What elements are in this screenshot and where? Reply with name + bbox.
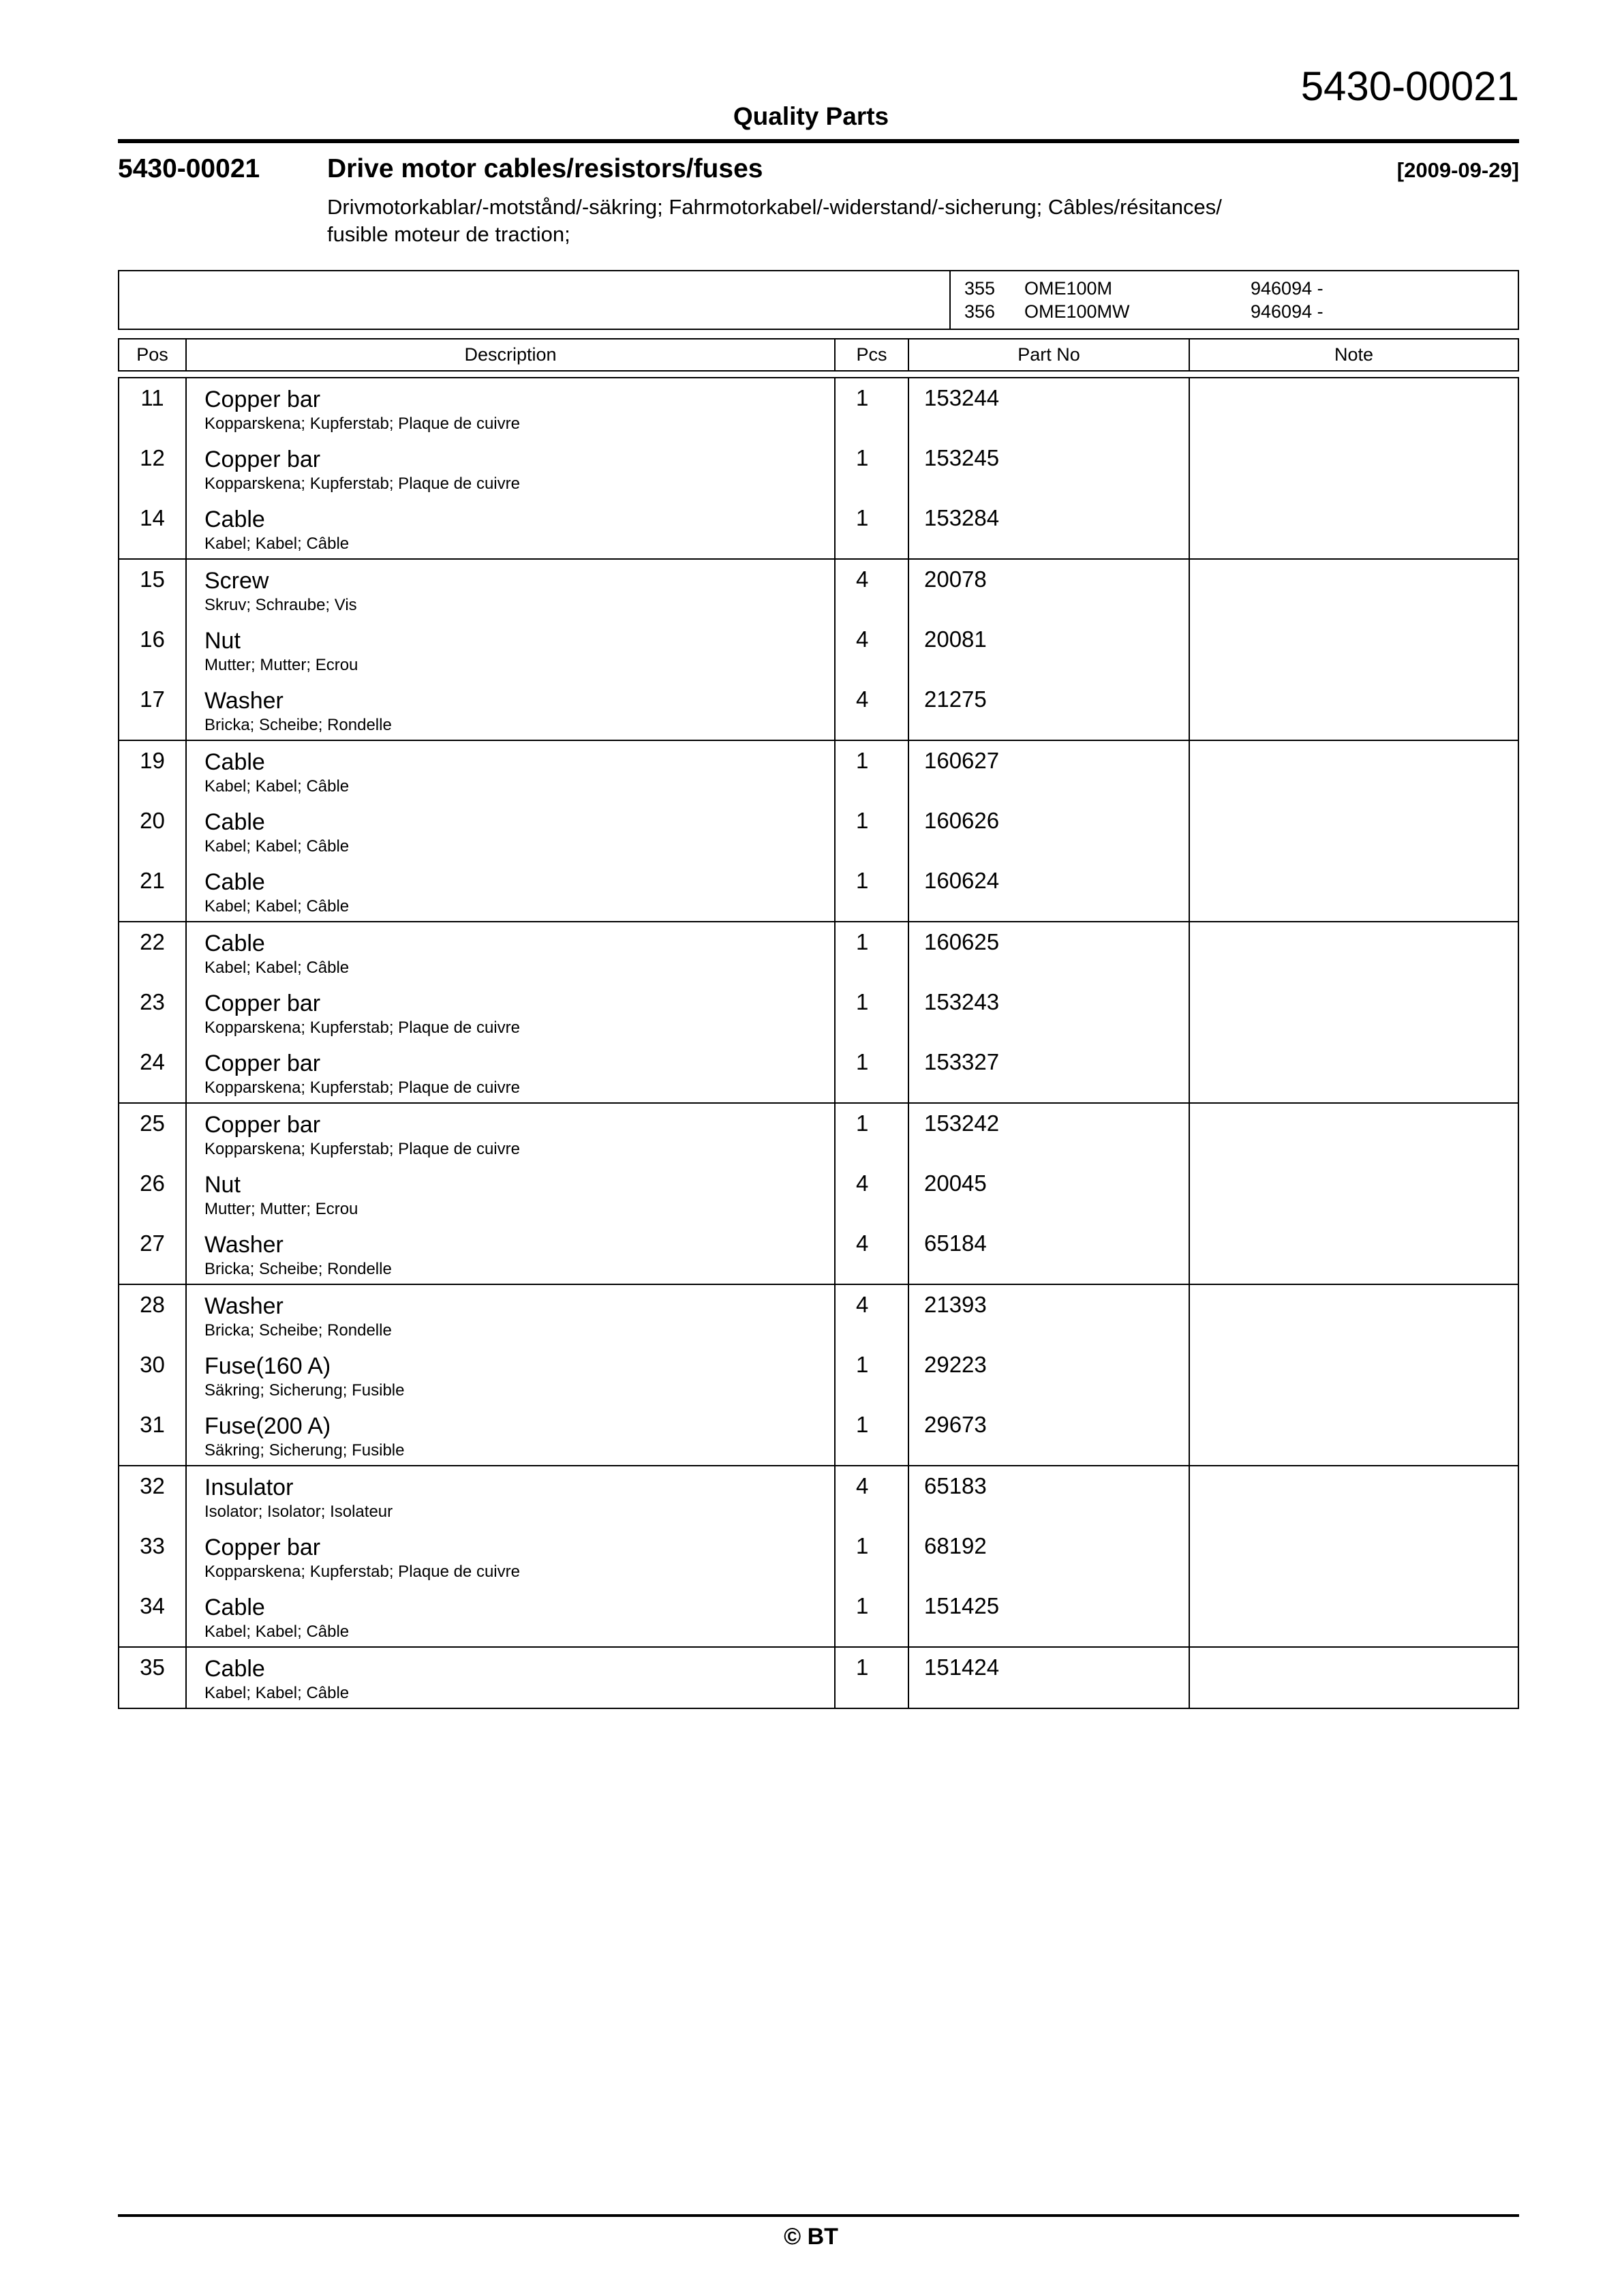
note-cell bbox=[1189, 1648, 1518, 1708]
pos-cell: 32 bbox=[140, 1473, 165, 1498]
description-sub: Skruv; Schraube; Vis bbox=[204, 596, 357, 614]
note-cell bbox=[1189, 1224, 1518, 1284]
model-box-info bbox=[951, 271, 1518, 329]
description-sub: Säkring; Sicherung; Fusible bbox=[204, 1381, 405, 1400]
description-cell bbox=[185, 1285, 834, 1345]
parts-table bbox=[118, 270, 1519, 1709]
description-cell bbox=[185, 1466, 834, 1526]
description-main: Washer bbox=[204, 688, 284, 714]
note-cell bbox=[1189, 1164, 1518, 1224]
part-no-cell: 153243 bbox=[908, 982, 1189, 1042]
subtitle bbox=[327, 194, 1519, 248]
description-main: Washer bbox=[204, 1293, 284, 1319]
pcs-cell: 4 bbox=[834, 1164, 908, 1224]
note-cell bbox=[1189, 982, 1518, 1042]
description-cell bbox=[185, 1526, 834, 1586]
pcs-cell: 4 bbox=[834, 680, 908, 740]
description-sub: Kopparskena; Kupferstab; Plaque de cuivre bbox=[204, 414, 520, 433]
subtitle-line-1: Drivmotorkablar/-motstånd/-säkring; Fahrmotorkabel/-widerstand/-sicherung; Câbles/résitances/ bbox=[327, 195, 1222, 219]
pcs-cell: 1 bbox=[834, 1586, 908, 1646]
description-cell bbox=[185, 1405, 834, 1465]
row-group bbox=[119, 1466, 1518, 1648]
table-row bbox=[119, 1224, 1518, 1284]
description-main: Cable bbox=[204, 1595, 265, 1620]
pos-cell: 20 bbox=[140, 808, 165, 833]
pos-cell: 27 bbox=[140, 1230, 165, 1256]
description-cell bbox=[185, 982, 834, 1042]
description-main: Copper bar bbox=[204, 447, 321, 472]
pcs-cell: 1 bbox=[834, 1104, 908, 1164]
pos-cell: 25 bbox=[140, 1111, 165, 1136]
description-main: Washer bbox=[204, 1232, 284, 1258]
description-cell bbox=[185, 922, 834, 982]
pcs-cell: 1 bbox=[834, 922, 908, 982]
description-cell bbox=[185, 1104, 834, 1164]
description-main: Nut bbox=[204, 628, 241, 654]
pcs-cell: 1 bbox=[834, 1526, 908, 1586]
brand-title: Quality Parts bbox=[733, 102, 889, 130]
description-cell bbox=[185, 861, 834, 921]
note-cell bbox=[1189, 1526, 1518, 1586]
header-note: Note bbox=[1189, 339, 1518, 370]
description-cell bbox=[185, 378, 834, 438]
table-row bbox=[119, 1345, 1518, 1405]
part-no-cell: 151424 bbox=[908, 1648, 1189, 1708]
note-cell bbox=[1189, 1586, 1518, 1646]
description-cell bbox=[185, 1648, 834, 1708]
table-row bbox=[119, 1405, 1518, 1465]
description-cell bbox=[185, 801, 834, 861]
note-cell bbox=[1189, 1285, 1518, 1345]
part-no-cell: 160625 bbox=[908, 922, 1189, 982]
pcs-cell: 1 bbox=[834, 741, 908, 801]
table-row bbox=[119, 1104, 1518, 1164]
part-no-cell: 20078 bbox=[908, 560, 1189, 620]
model-pos: 356 bbox=[964, 301, 996, 322]
description-main: Cable bbox=[204, 869, 265, 895]
pcs-cell: 4 bbox=[834, 1224, 908, 1284]
description-main: Copper bar bbox=[204, 1051, 321, 1076]
pcs-cell: 4 bbox=[834, 560, 908, 620]
description-cell bbox=[185, 1224, 834, 1284]
model-box-spacer bbox=[119, 271, 951, 329]
table-row bbox=[119, 861, 1518, 921]
description-main: Cable bbox=[204, 1656, 265, 1682]
part-no-cell: 160627 bbox=[908, 741, 1189, 801]
description-cell bbox=[185, 498, 834, 558]
pos-cell: 11 bbox=[140, 385, 164, 410]
part-no-cell: 153245 bbox=[908, 438, 1189, 498]
model-line bbox=[951, 300, 1518, 323]
pos-cell: 30 bbox=[140, 1352, 165, 1377]
title-doc-number: 5430-00021 bbox=[118, 154, 260, 183]
row-group bbox=[119, 922, 1518, 1104]
table-row bbox=[119, 560, 1518, 620]
header-pcs: Pcs bbox=[834, 339, 908, 370]
footer-rule bbox=[118, 2214, 1519, 2217]
model-box bbox=[118, 270, 1519, 330]
description-sub: Isolator; Isolator; Isolateur bbox=[204, 1502, 393, 1521]
description-sub: Mutter; Mutter; Ecrou bbox=[204, 656, 358, 674]
description-main: Copper bar bbox=[204, 1112, 321, 1138]
pcs-cell: 1 bbox=[834, 498, 908, 558]
row-group bbox=[119, 1104, 1518, 1285]
table-row bbox=[119, 1648, 1518, 1708]
note-cell bbox=[1189, 1345, 1518, 1405]
description-main: Fuse(200 A) bbox=[204, 1413, 331, 1439]
part-no-cell: 20081 bbox=[908, 620, 1189, 680]
pos-cell: 23 bbox=[140, 989, 165, 1014]
pcs-cell: 1 bbox=[834, 982, 908, 1042]
description-sub: Bricka; Scheibe; Rondelle bbox=[204, 1321, 392, 1340]
description-main: Cable bbox=[204, 749, 265, 775]
model-serial: 946094 - bbox=[1251, 278, 1323, 299]
table-row bbox=[119, 1466, 1518, 1526]
subtitle-line-2: fusible moteur de traction; bbox=[327, 222, 570, 246]
revision-date: [2009-09-29] bbox=[1396, 158, 1519, 182]
part-no-cell: 65184 bbox=[908, 1224, 1189, 1284]
part-no-cell: 21393 bbox=[908, 1285, 1189, 1345]
description-main: Copper bar bbox=[204, 991, 321, 1016]
header-rule bbox=[118, 139, 1519, 143]
page-title: Drive motor cables/resistors/fuses bbox=[327, 154, 763, 183]
table-row bbox=[119, 801, 1518, 861]
table-row bbox=[119, 741, 1518, 801]
pcs-cell: 1 bbox=[834, 378, 908, 438]
note-cell bbox=[1189, 498, 1518, 558]
pos-cell: 33 bbox=[140, 1533, 165, 1558]
note-cell bbox=[1189, 922, 1518, 982]
table-row bbox=[119, 438, 1518, 498]
part-no-cell: 153244 bbox=[908, 378, 1189, 438]
description-cell bbox=[185, 680, 834, 740]
description-sub: Bricka; Scheibe; Rondelle bbox=[204, 716, 392, 734]
description-cell bbox=[185, 1345, 834, 1405]
table-row bbox=[119, 498, 1518, 558]
note-cell bbox=[1189, 801, 1518, 861]
description-main: Cable bbox=[204, 931, 265, 956]
table-row bbox=[119, 1526, 1518, 1586]
pos-cell: 28 bbox=[140, 1292, 165, 1317]
description-cell bbox=[185, 560, 834, 620]
description-sub: Kabel; Kabel; Câble bbox=[204, 958, 350, 977]
description-cell bbox=[185, 1042, 834, 1102]
pos-cell: 21 bbox=[140, 868, 165, 893]
description-main: Fuse(160 A) bbox=[204, 1353, 331, 1379]
part-no-cell: 160626 bbox=[908, 801, 1189, 861]
part-no-cell: 29223 bbox=[908, 1345, 1189, 1405]
part-no-cell: 153242 bbox=[908, 1104, 1189, 1164]
description-sub: Kabel; Kabel; Câble bbox=[204, 897, 350, 916]
description-main: Copper bar bbox=[204, 387, 321, 412]
pcs-cell: 4 bbox=[834, 1466, 908, 1526]
description-main: Copper bar bbox=[204, 1535, 321, 1560]
part-no-cell: 29673 bbox=[908, 1405, 1189, 1465]
table-row bbox=[119, 982, 1518, 1042]
row-group bbox=[119, 560, 1518, 741]
model-line bbox=[951, 277, 1518, 300]
description-sub: Kabel; Kabel; Câble bbox=[204, 837, 350, 856]
pcs-cell: 1 bbox=[834, 801, 908, 861]
pcs-cell: 4 bbox=[834, 1285, 908, 1345]
pos-cell: 34 bbox=[140, 1593, 165, 1618]
row-group bbox=[119, 378, 1518, 560]
pos-cell: 35 bbox=[140, 1655, 165, 1680]
part-no-cell: 65183 bbox=[908, 1466, 1189, 1526]
part-no-cell: 20045 bbox=[908, 1164, 1189, 1224]
pcs-cell: 1 bbox=[834, 1648, 908, 1708]
note-cell bbox=[1189, 378, 1518, 438]
description-main: Cable bbox=[204, 507, 265, 532]
pos-cell: 24 bbox=[140, 1049, 165, 1074]
pos-cell: 16 bbox=[140, 626, 165, 652]
description-sub: Säkring; Sicherung; Fusible bbox=[204, 1441, 405, 1460]
description-cell bbox=[185, 438, 834, 498]
pcs-cell: 4 bbox=[834, 620, 908, 680]
table-row bbox=[119, 1285, 1518, 1345]
description-sub: Kopparskena; Kupferstab; Plaque de cuivre bbox=[204, 1078, 520, 1097]
description-main: Cable bbox=[204, 809, 265, 835]
pos-cell: 26 bbox=[140, 1170, 165, 1196]
table-row bbox=[119, 922, 1518, 982]
table-row bbox=[119, 1042, 1518, 1102]
note-cell bbox=[1189, 560, 1518, 620]
description-sub: Kabel; Kabel; Câble bbox=[204, 777, 350, 796]
part-no-cell: 153327 bbox=[908, 1042, 1189, 1102]
note-cell bbox=[1189, 1405, 1518, 1465]
row-group bbox=[119, 741, 1518, 922]
pcs-cell: 1 bbox=[834, 438, 908, 498]
model-code: OME100M bbox=[1024, 278, 1113, 299]
part-no-cell: 21275 bbox=[908, 680, 1189, 740]
pos-cell: 17 bbox=[140, 686, 165, 712]
doc-number-top: 5430-00021 bbox=[1300, 63, 1519, 109]
description-sub: Kabel; Kabel; Câble bbox=[204, 534, 350, 553]
pos-cell: 15 bbox=[140, 567, 165, 592]
header-pos: Pos bbox=[136, 344, 168, 365]
note-cell bbox=[1189, 1104, 1518, 1164]
pos-cell: 22 bbox=[140, 929, 165, 954]
pcs-cell: 1 bbox=[834, 1405, 908, 1465]
note-cell bbox=[1189, 741, 1518, 801]
table-row bbox=[119, 1164, 1518, 1224]
description-sub: Kopparskena; Kupferstab; Plaque de cuivre bbox=[204, 1562, 520, 1581]
note-cell bbox=[1189, 620, 1518, 680]
description-sub: Kabel; Kabel; Câble bbox=[204, 1622, 350, 1641]
pcs-cell: 1 bbox=[834, 861, 908, 921]
description-sub: Kopparskena; Kupferstab; Plaque de cuivre bbox=[204, 474, 520, 493]
part-no-cell: 153284 bbox=[908, 498, 1189, 558]
pos-cell: 14 bbox=[140, 505, 165, 530]
model-code: OME100MW bbox=[1024, 301, 1130, 322]
pos-cell: 31 bbox=[140, 1412, 165, 1437]
description-main: Nut bbox=[204, 1172, 241, 1198]
note-cell bbox=[1189, 438, 1518, 498]
table-row bbox=[119, 378, 1518, 438]
header-part-no: Part No bbox=[908, 339, 1189, 370]
part-no-cell: 160624 bbox=[908, 861, 1189, 921]
row-group bbox=[119, 1285, 1518, 1466]
header-description: Description bbox=[185, 339, 834, 370]
description-sub: Kopparskena; Kupferstab; Plaque de cuivre bbox=[204, 1018, 520, 1037]
table-header-row bbox=[118, 338, 1519, 372]
table-row bbox=[119, 1586, 1518, 1646]
description-cell bbox=[185, 741, 834, 801]
description-main: Screw bbox=[204, 568, 269, 594]
note-cell bbox=[1189, 1042, 1518, 1102]
model-serial: 946094 - bbox=[1251, 301, 1323, 322]
note-cell bbox=[1189, 1466, 1518, 1526]
row-group bbox=[119, 1648, 1518, 1708]
parts-table-groups bbox=[118, 377, 1519, 1709]
table-row bbox=[119, 620, 1518, 680]
description-cell bbox=[185, 1586, 834, 1646]
pos-cell: 19 bbox=[140, 748, 165, 773]
description-sub: Bricka; Scheibe; Rondelle bbox=[204, 1260, 392, 1278]
description-sub: Kopparskena; Kupferstab; Plaque de cuivre bbox=[204, 1140, 520, 1158]
table-row bbox=[119, 680, 1518, 740]
description-sub: Mutter; Mutter; Ecrou bbox=[204, 1200, 358, 1218]
copyright: © BT bbox=[784, 2224, 838, 2250]
pcs-cell: 1 bbox=[834, 1042, 908, 1102]
part-no-cell: 68192 bbox=[908, 1526, 1189, 1586]
pcs-cell: 1 bbox=[834, 1345, 908, 1405]
description-main: Insulator bbox=[204, 1475, 294, 1500]
title-block bbox=[118, 154, 1519, 188]
description-cell bbox=[185, 620, 834, 680]
description-sub: Kabel; Kabel; Câble bbox=[204, 1684, 350, 1702]
note-cell bbox=[1189, 680, 1518, 740]
note-cell bbox=[1189, 861, 1518, 921]
description-cell bbox=[185, 1164, 834, 1224]
part-no-cell: 151425 bbox=[908, 1586, 1189, 1646]
model-pos: 355 bbox=[964, 278, 996, 299]
pos-cell: 12 bbox=[140, 445, 165, 470]
